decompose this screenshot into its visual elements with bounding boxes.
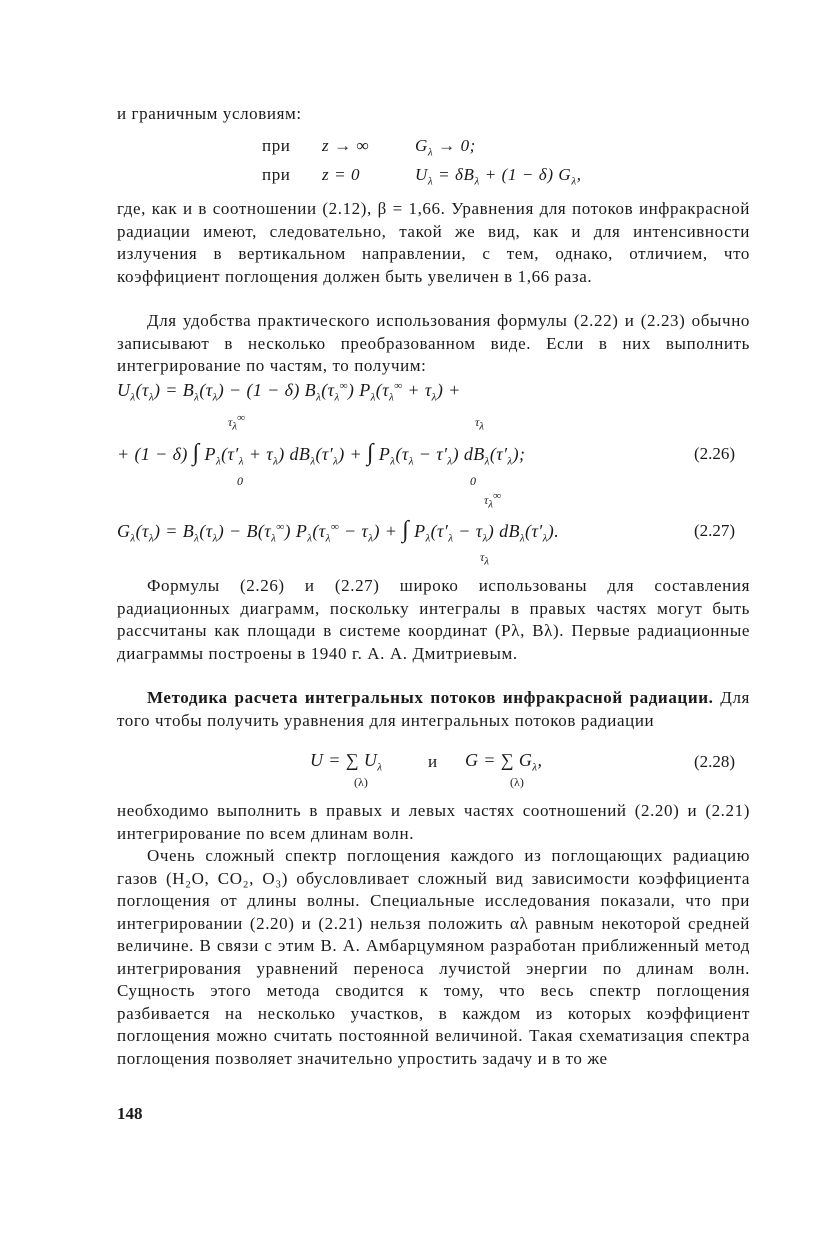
integral-lower-limit: 0 <box>237 474 243 488</box>
equation-2-28-right: G = ∑ $G_\lambda$, <box>465 750 543 774</box>
intro-line: и граничным условиям: <box>117 104 302 123</box>
integral-lower-limit: 0 <box>470 474 476 488</box>
paragraph-4-rest: Для того чтобы получить уравнения для интегральных потоков радиации <box>117 688 750 730</box>
paragraph-3: Формулы (2.26) и (2.27) широко использованы для составления радиационных диаграмм, поскольку интегралы в правых частях могут быть рассчитаны как площади в системе координат (Pλ, Bλ). Первые радиационные диаграммы построены в 1940 г. А. А. Дмитриевым. <box>117 576 750 663</box>
integral-upper-limit: $\tau_\lambda^\infty$ <box>228 412 245 433</box>
boundary-row2-cond: z = 0 <box>322 165 361 184</box>
boundary-row1-pre: при <box>262 136 291 155</box>
sum-index: (λ) <box>354 775 368 789</box>
equation-number-2-26: (2.26) <box>694 444 736 463</box>
equation-2-26-line1: $U_\lambda(\tau_\lambda) = B_\lambda(\tau_\lambda) - (1 - \delta)$ $B_\lambda(\tau_\lambda^\infty) P_\lambda(\tau_\lambda^\infty + \tau_\lambda)$ + <box>117 380 461 404</box>
paragraph-2: Для удобства практического использования формулы (2.22) и (2.23) обычно записывают в несколько преобразованном виде. Если в них выполнить интегрирование по частям, то получим: <box>117 311 750 375</box>
integral-upper-limit: $\tau_\lambda$ <box>475 415 485 433</box>
boundary-row2-formula: $U_\lambda = \delta B_\lambda + (1 - \delta)$ $G_\lambda$, <box>415 165 582 188</box>
page-number: 148 <box>117 1104 143 1123</box>
paragraph-4 <box>117 687 750 732</box>
paragraph-1: где, как и в соотношении (2.12), β = 1,66. Уравнения для потоков инфракрасной радиации имеют, следовательно, такой же вид, как и для интенсивности излучения в вертикальном направлении, с тем, однако, отличием, что коэффициент поглощения должен быть увеличен в 1,66 раза. <box>117 199 750 286</box>
integral-upper-limit: $\tau_\lambda^\infty$ <box>484 490 501 511</box>
equation-2-28-left: U = ∑ $U_\lambda$ <box>310 750 383 774</box>
paragraph-5: необходимо выполнить в правых и левых частях соотношений (2.20) и (2.21) интегрирование по всем длинам волн. <box>117 801 750 843</box>
sum-index: (λ) <box>510 775 524 789</box>
boundary-row1-cond: z → ∞ <box>322 136 370 155</box>
equation-number-2-27: (2.27) <box>694 521 736 540</box>
boundary-row2-pre: при <box>262 165 291 184</box>
equation-2-27: $G_\lambda(\tau_\lambda) = B_\lambda(\tau_\lambda) - B(\tau_\lambda^\infty) P_\lambda(\tau_\lambda^\infty - \tau_\lambda)$ + ∫ $P_\lambda(\tau'_\lambda - \tau_\lambda)$ $dB_\lambda(\tau'_\lambda)$. <box>117 517 560 545</box>
boundary-row1-formula: $G_\lambda \to 0$; <box>415 136 476 159</box>
equation-number-2-28: (2.28) <box>694 752 736 771</box>
paragraph-6: Очень сложный спектр поглощения каждого из поглощающих радиацию газов (H₂O, CO₂, O₃) обусловливает сложный вид зависимости коэффициента поглощения от длины волны. Специальные исследования показали, что при интегрировании (2.20) и (2.21) нельзя положить αλ равным некоторой средней величине. В связи с этим В. А. Амбарцумяном разработан приближенный метод интегрирования уравнений переноса лучистой энергии по длинам волн. Сущность этого метода сводится к тому, что весь спектр поглощения разбивается на несколько участков, в каждом из которых коэффициент поглощения можно считать постоянной величиной. Такая схематизация спектра поглощения позволяет значительно упростить задачу и в то же <box>117 846 750 1068</box>
equation-2-28-and: и <box>428 752 438 771</box>
section-heading: Методика расчета интегральных потоков инфракрасной радиации. <box>147 688 714 707</box>
equation-2-26-line2: + (1 − δ) ∫ $P_\lambda(\tau'_\lambda + \tau_\lambda) dB_\lambda(\tau'_\lambda)$ + ∫ $P_\lambda(\tau_\lambda - \tau'_\lambda)$ $dB_\lambda(\tau'_\lambda)$; <box>117 440 526 468</box>
integral-lower-limit: $\tau_\lambda$ <box>480 550 490 568</box>
